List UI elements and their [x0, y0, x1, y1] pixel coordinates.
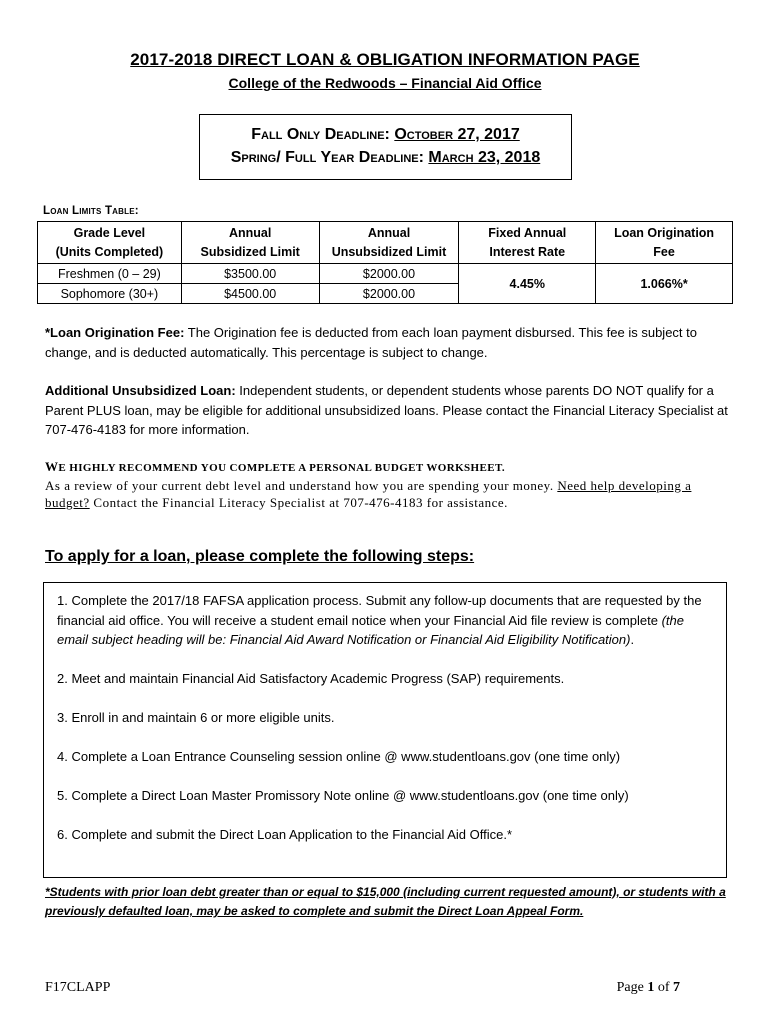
- cell-interest-rate: 4.45%: [459, 264, 596, 304]
- origination-fee-note: [45, 323, 735, 362]
- cell-unsubsidized: $2000.00: [319, 284, 459, 304]
- cell-origination-fee: 1.066%*: [596, 264, 733, 304]
- fall-deadline-label: Fall Only Deadline:: [251, 126, 395, 143]
- cell-subsidized: $3500.00: [181, 264, 319, 284]
- budget-heading: WE HIGHLY RECOMMEND YOU COMPLETE A PERSONAL BUDGET WORKSHEET.: [45, 459, 506, 474]
- origination-fee-label: *Loan Origination Fee:: [45, 325, 185, 340]
- table-header-row: [38, 222, 733, 264]
- budget-recommendation: [45, 458, 735, 511]
- table-row: [38, 264, 733, 284]
- step-4: 4. Complete a Loan Entrance Counseling session online @ www.studentloans.gov (one time only): [57, 749, 621, 764]
- step-3: 3. Enroll in and maintain 6 or more eligible units.: [57, 710, 335, 725]
- spring-deadline-date: March 23, 2018: [428, 149, 541, 166]
- cell-subsidized: $4500.00: [181, 284, 319, 304]
- spring-deadline-label: Spring/ Full Year Deadline:: [230, 149, 429, 166]
- header-grade-level: Grade Level (Units Completed): [38, 222, 182, 264]
- page-number: Page 1 of 7: [616, 980, 680, 995]
- page-subtitle: College of the Redwoods – Financial Aid Office: [228, 75, 542, 91]
- header-subsidized-limit: Annual Subsidized Limit: [181, 222, 319, 264]
- header-unsubsidized-limit: Annual Unsubsidized Limit: [319, 222, 459, 264]
- header-interest-rate: Fixed Annual Interest Rate: [459, 222, 596, 264]
- loan-limits-table: [37, 221, 733, 304]
- step-6: 6. Complete and submit the Direct Loan Application to the Financial Aid Office.*: [57, 827, 513, 842]
- step-5: 5. Complete a Direct Loan Master Promissory Note online @ www.studentloans.gov (one time only): [57, 788, 629, 803]
- steps-heading: To apply for a loan, please complete the following steps:: [45, 548, 475, 565]
- origination-fee-text: The Origination fee is deducted from each loan payment disbursed. This fee is subject to change, and is deducted automatically. This percentage is subject to change.: [45, 325, 697, 360]
- deadline-box: [199, 114, 572, 180]
- page-title: 2017-2018 DIRECT LOAN & OBLIGATION INFORMATION PAGE: [130, 50, 640, 69]
- additional-loan-note: [45, 381, 735, 440]
- fall-deadline-date: October 27, 2017: [394, 126, 520, 143]
- budget-help-link[interactable]: Need help developing a budget?: [45, 478, 692, 510]
- cell-grade: Freshmen (0 – 29): [38, 264, 182, 284]
- budget-text: As a review of your current debt level and understand how you are spending your money. Need help developing a budget? Contact the Financial Literacy Specialist at 707-476-4183 for assistance.: [45, 478, 692, 510]
- form-code: F17CLAPP: [45, 980, 111, 995]
- appeal-footnote: *Students with prior loan debt greater than or equal to $15,000 (including current requested amount), or students with a previously defaulted loan, may be asked to complete and submit the Direct Loan Appeal Form.: [45, 885, 726, 918]
- fall-deadline: [200, 123, 571, 146]
- loan-limits-caption: Loan Limits Table:: [43, 205, 139, 217]
- spring-deadline: [200, 146, 571, 169]
- cell-grade: Sophomore (30+): [38, 284, 182, 304]
- additional-loan-label: Additional Unsubsidized Loan:: [45, 383, 236, 398]
- step-2: 2. Meet and maintain Financial Aid Satisfactory Academic Progress (SAP) requirements.: [57, 671, 565, 686]
- cell-unsubsidized: $2000.00: [319, 264, 459, 284]
- steps-box: [43, 582, 727, 878]
- step-1: 1. Complete the 2017/18 FAFSA application process. Submit any follow-up documents that are requested by the financial aid office. You will receive a student email notice when your Financial Aid file review is complete (the email subject heading will be: Financial Aid Award Notification or Financial Aid Eligibility Notification).: [57, 593, 702, 647]
- header-origination-fee: Loan Origination Fee: [596, 222, 733, 264]
- additional-loan-text: Independent students, or dependent students whose parents DO NOT qualify for a Parent PLUS loan, may be eligible for additional unsubsidized loans. Please contact the Financial Literacy Specialist at 707-476-4183 for more information.: [45, 383, 728, 437]
